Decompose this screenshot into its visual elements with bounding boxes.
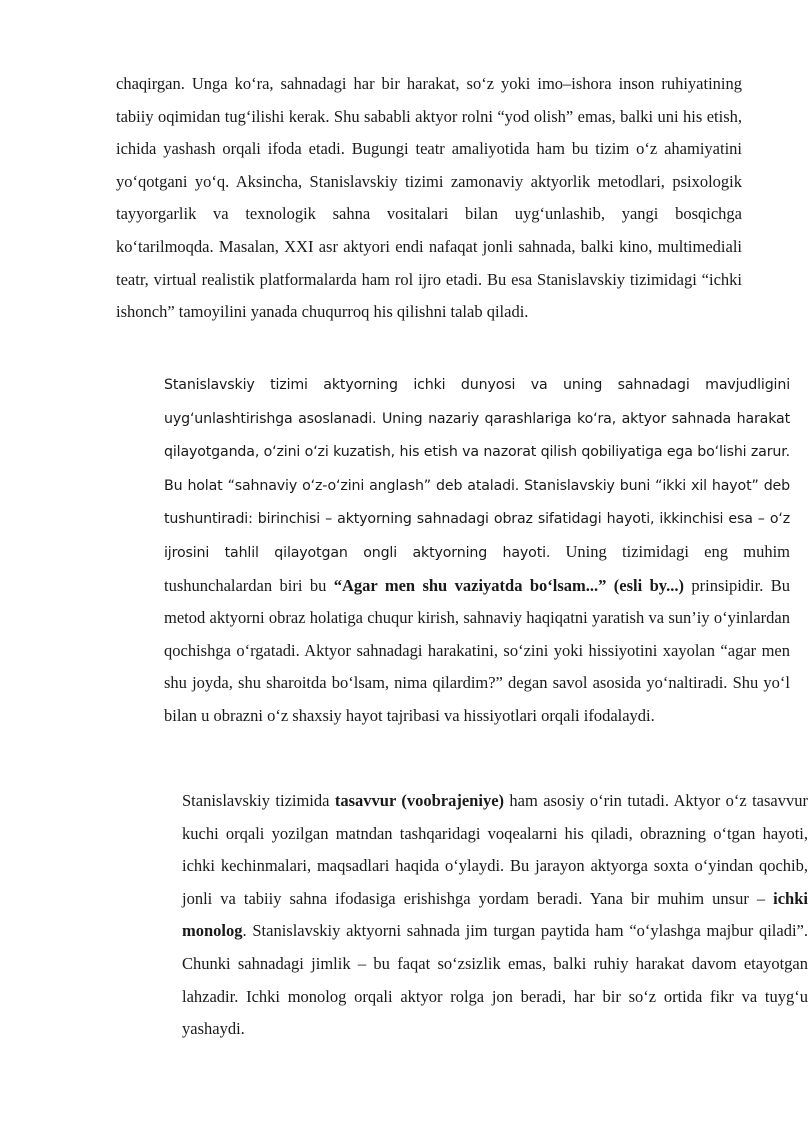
paragraph-3-text-c: . Stanislavskiy aktyorni sahnada jim turgan paytida ham “o‘ylashga majbur qiladi”. Chunki sahnadagi jimlik – bu faqat so‘zsizlik emas, balki ruhiy harakat davom etayotgan lahzadir. Ichki monolog orqali aktyor rolga jon beradi, har bir so‘z ortida fikr va tuyg‘u yashaydi. <box>182 921 808 1039</box>
paragraph-2-text-b: prinsipidir. Bu metod aktyorni obraz holatiga chuqur kirish, sahnaviy haqiqatni yaratish va sun’iy o‘yinlardan qochishga o‘rgatadi. Aktyor sahnadagi harakatini, so‘zini yoki hissiyotini xayolan “agar men shu joyda, shu sharoitda bo‘lsam, nima qilardim?” degan savol asosida yo‘naltiradi. Shu yo‘l bilan u obrazni o‘z shaxsiy hayot tajribasi va hissiyotlari orqali ifodalaydi. <box>164 575 790 725</box>
paragraph-2-sans-text: Stanislavskiy tizimi aktyorning ichki dunyosi va uning sahnadagi mavjudligini uyg‘unlashtirishga asoslanadi. Uning nazariy qarashlariga ko‘ra, aktyor sahnada harakat qilayotganda, o‘zini o‘zi kuzatish, his etish va nazorat qilish qobiliyatiga ega bo‘lishi zarur. Bu holat “sahnaviy o‘z-o‘zini anglash” deb ataladi. Stanislavskiy buni “ikki xil hayot” deb tushuntiradi: birinchisi – aktyorning sahnadagi obraz sifatidagi hayoti, ikkinchisi esa – o‘z ijrosini tahlil qilayotgan ongli aktyorning hayoti. <box>164 377 790 561</box>
paragraph-3-text-a: Stanislavskiy tizimida <box>182 791 335 810</box>
paragraph-2-text-a: Uning tizimidagi eng muhim tushunchalardan biri bu <box>164 541 790 595</box>
paragraph-2 <box>116 368 790 733</box>
paragraph-3-text-b: ham asosiy o‘rin tutadi. Aktyor o‘z tasavvur kuchi orqali yozilgan matndan tashqaridagi voqealarni his qiladi, obrazning o‘tgan hayoti, ichki kechinmalari, maqsadlari haqida o‘ylaydi. Bu jarayon aktyorga soxta o‘yindan qochib, jonli va tabiiy sahna ifodasiga erishishga yordam beradi. Yana bir muhim unsur – <box>182 791 808 908</box>
paragraph-1: chaqirgan. Unga ko‘ra, sahnadagi har bir harakat, so‘z yoki imo–ishora inson ruhiyatining tabiiy oqimidan tug‘ilishi kerak. Shu sababli aktyor rolni “yod olish” emas, balki uni his etish, ichida yashash orqali ifoda etadi. Bugungi teatr amaliyotida ham bu tizim o‘z ahamiyatini yo‘qotgani yo‘q. Aksincha, Stanislavskiy tizimi zamonaviy aktyorlik metodlari, psixologik tayyorgarlik va texnologik sahna vositalari bilan uyg‘unlashib, yangi bosqichga ko‘tarilmoqda. Masalan, XXI asr aktyori endi nafaqat jonli sahnada, balki kino, multimediali teatr, virtual realistik platformalarda ham rol ijro etadi. Bu esa Stanislavskiy tizimidagi “ichki ishonch” tamoyilini yanada chuqurroq his qilishni talab qiladi. <box>116 74 742 322</box>
paragraph-2-bold-phrase: “Agar men shu vaziyatda bo‘lsam...” (esli by...) <box>333 575 684 595</box>
paragraph-3 <box>116 785 808 1046</box>
paragraph-3-bold-term-1: tasavvur (voobrajeniye) <box>334 791 505 810</box>
paragraph-3-bold-term-2: ichki monolog <box>182 888 808 941</box>
